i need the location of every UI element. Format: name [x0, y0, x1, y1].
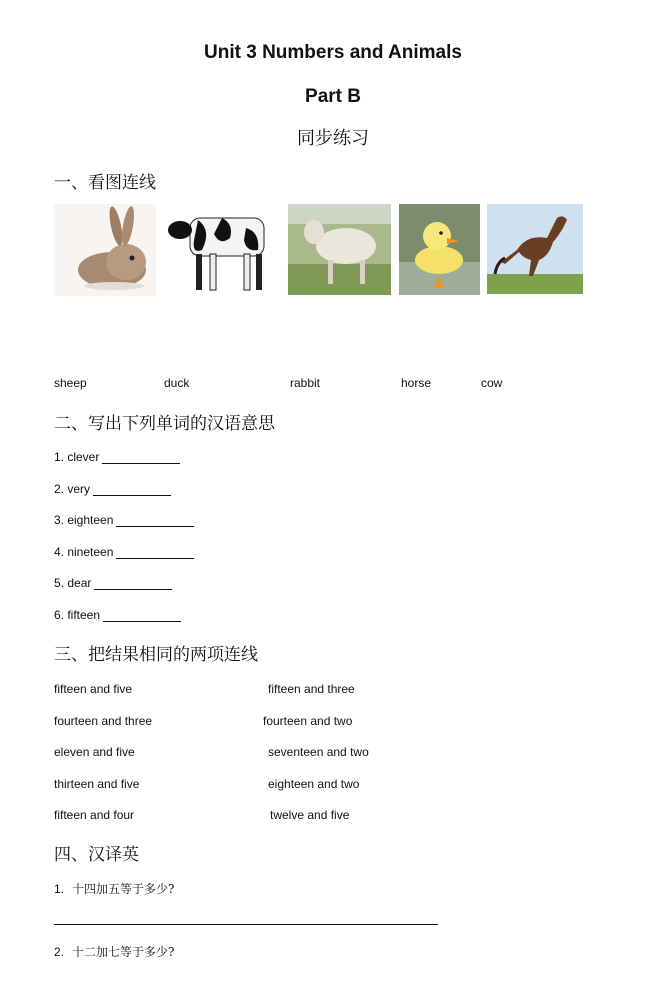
match-left-item: thirteen and five	[54, 777, 140, 791]
vocab-word: 6. fifteen	[54, 608, 101, 622]
vocab-item	[54, 482, 171, 496]
vocab-word: 2. very	[54, 482, 91, 496]
vocab-item	[54, 576, 172, 590]
match-left-item: fourteen and three	[54, 714, 153, 728]
word-horse: horse	[401, 376, 432, 390]
word-duck: duck	[164, 376, 190, 390]
sheep-photo	[288, 204, 391, 295]
section-2-heading: 二、写出下列单词的汉语意思	[54, 414, 275, 434]
translate-question	[54, 943, 174, 960]
match-left-item: fifteen and four	[54, 808, 135, 822]
section-3-heading: 三、把结果相同的两项连线	[54, 645, 258, 665]
question-number: 2.	[54, 945, 65, 959]
answer-blank[interactable]	[116, 514, 194, 527]
vocab-item	[54, 450, 180, 464]
match-right-item: fourteen and two	[263, 714, 353, 728]
word-sheep: sheep	[54, 376, 87, 390]
horse-photo	[487, 204, 583, 294]
answer-blank[interactable]	[94, 577, 172, 590]
word-cow: cow	[481, 376, 503, 390]
word-rabbit: rabbit	[290, 376, 321, 390]
answer-blank[interactable]	[116, 546, 194, 559]
match-right-item: seventeen and two	[268, 745, 369, 759]
match-left-item: eleven and five	[54, 745, 135, 759]
translate-question	[54, 880, 174, 897]
duck-photo	[399, 204, 480, 295]
vocab-word: 3. eighteen	[54, 513, 114, 527]
question-text: 十二加七等于多少?	[72, 945, 175, 959]
question-number: 1.	[54, 882, 65, 896]
answer-line[interactable]	[54, 924, 438, 925]
rabbit-photo	[54, 204, 156, 296]
answer-blank[interactable]	[102, 451, 180, 464]
answer-blank[interactable]	[93, 483, 171, 496]
vocab-word: 5. dear	[54, 576, 92, 590]
vocab-word: 4. nineteen	[54, 545, 114, 559]
answer-blank[interactable]	[103, 609, 181, 622]
vocab-word: 1. clever	[54, 450, 100, 464]
match-left-item: fifteen and five	[54, 682, 133, 696]
section-1-heading: 一、看图连线	[54, 173, 156, 193]
question-text: 十四加五等于多少?	[72, 882, 175, 896]
part-heading: Part B	[305, 86, 361, 107]
match-right-item: twelve and five	[270, 808, 350, 822]
vocab-item	[54, 545, 194, 559]
vocab-item	[54, 513, 194, 527]
match-right-item: eighteen and two	[268, 777, 360, 791]
page-title: Unit 3 Numbers and Animals	[204, 42, 462, 63]
cow-photo	[164, 204, 282, 296]
section-4-heading: 四、汉译英	[54, 845, 139, 865]
match-right-item: fifteen and three	[268, 682, 355, 696]
vocab-item	[54, 608, 181, 622]
subtitle: 同步练习	[297, 128, 369, 149]
